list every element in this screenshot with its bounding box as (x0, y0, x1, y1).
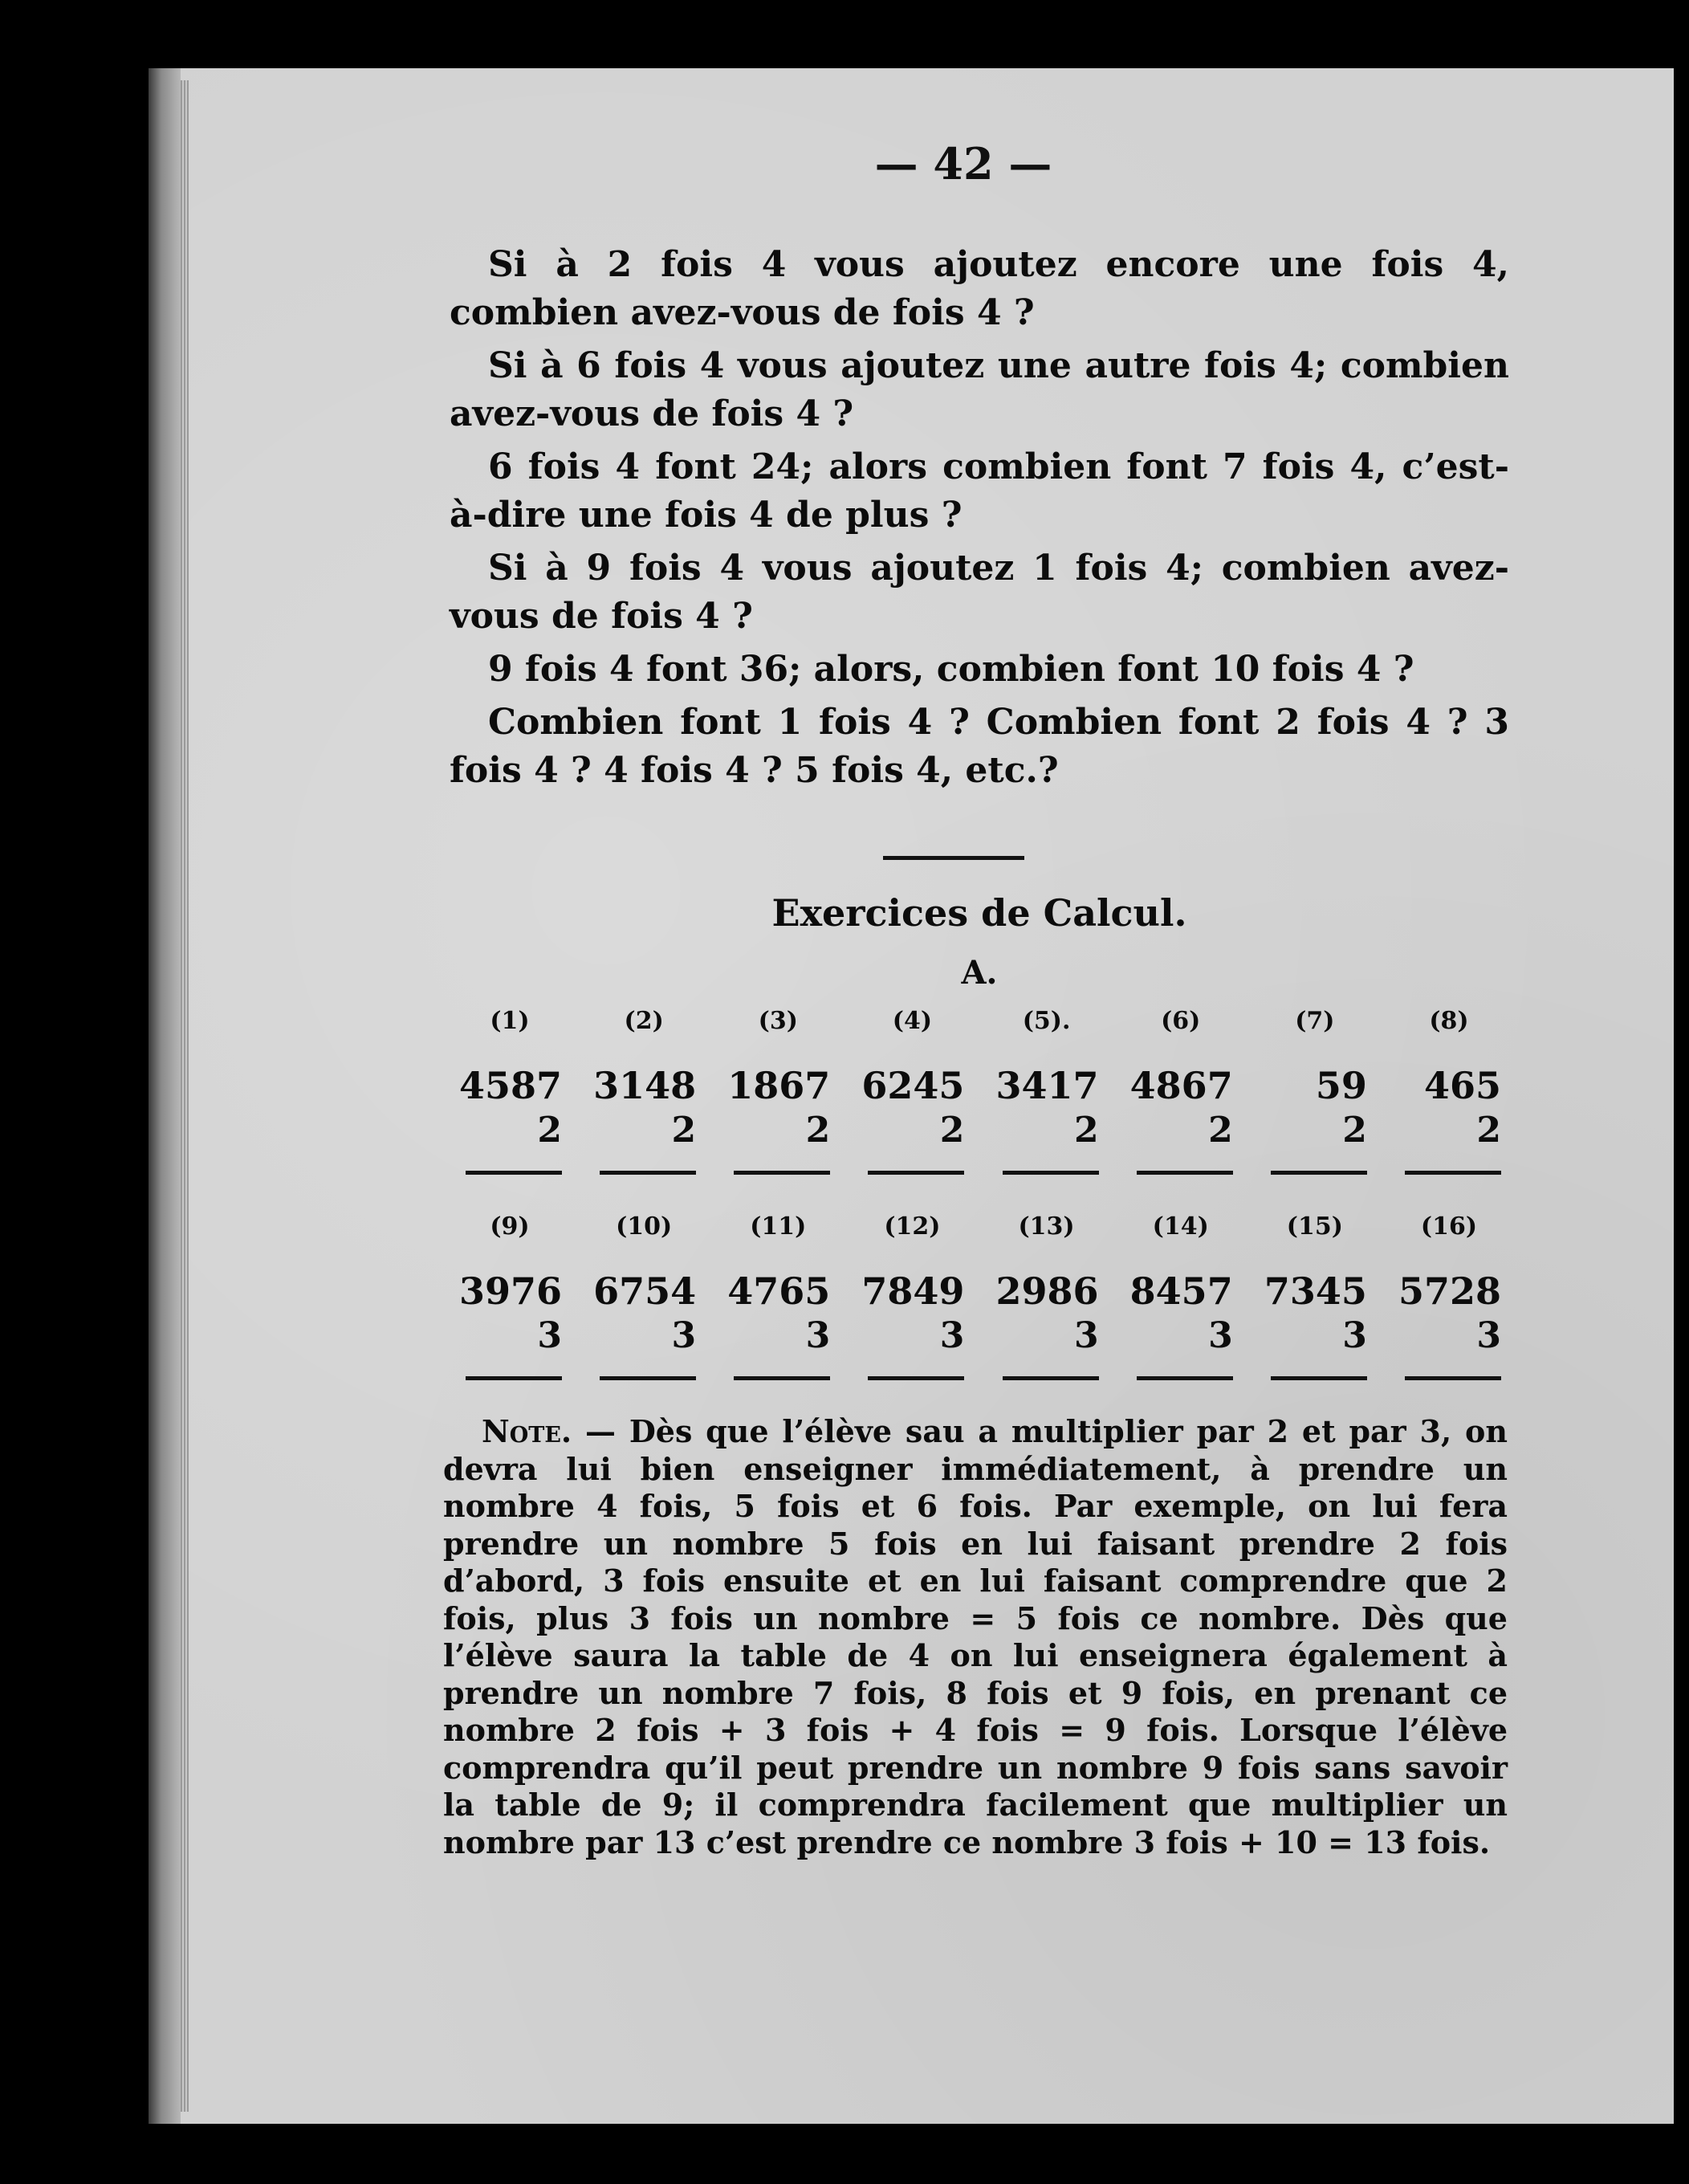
exercise-item (726, 1005, 830, 1175)
exercise-row-2 (458, 1211, 1501, 1380)
exercise-number: 2986 (995, 1269, 1099, 1313)
exercise-item (1263, 1005, 1367, 1175)
exercise-index: (3) (758, 1007, 798, 1035)
exercise-multiplier: 3 (1342, 1315, 1367, 1356)
exercise-multiplier: 3 (671, 1315, 697, 1356)
exercise-index: (7) (1295, 1007, 1335, 1035)
exercise-index: (12) (884, 1212, 941, 1241)
exercise-multiplier: 3 (1208, 1315, 1233, 1356)
exercise-item (860, 1005, 964, 1175)
exercise-item (860, 1211, 964, 1380)
exercise-number: 3976 (458, 1269, 562, 1313)
exercise-number: 3148 (593, 1064, 697, 1107)
exercise-number: 6754 (593, 1269, 697, 1313)
exercise-number: 59 (1315, 1064, 1367, 1107)
note-text: — Dès que l’élève sau a multiplier par 2 et par 3, on devra lui bien enseigner immédiatement, à prendre un nombre 4 fois, 5 fois et 6 fois. Par exemple, on lui fera prendre un nombre 5 fois en lui faisant prendre 2 fois d’abord, 3 fois ensuite et en lui faisant comprendre que 2 fois, plus 3 fois un nombre = 5 fois ce nombre. Dès que l’élève saura la table de 4 on lui enseignera également à prendre un nombre 7 fois, 8 fois et 9 fois, en prenant ce nombre 2 fois + 3 fois + 4 fois = 9 fois. Lorsque l’élève comprendra qu’il peut prendre un nombre 9 fois sans savoir la table de 9; il comprendra facilement que multiplier un nombre par 13 c’est prendre ce nombre 3 fois + 10 = 13 fois. (443, 1413, 1508, 1860)
exercise-multiplier: 2 (537, 1110, 562, 1151)
exercise-index: (11) (750, 1212, 807, 1241)
exercise-multiplier: 3 (1476, 1315, 1501, 1356)
exercise-index: (5). (1022, 1007, 1071, 1035)
exercise-result-line (1003, 1171, 1099, 1175)
exercise-item (592, 1005, 696, 1175)
exercise-row-1 (458, 1005, 1501, 1175)
exercise-index: (16) (1420, 1212, 1478, 1241)
exercise-index: (14) (1152, 1212, 1209, 1241)
exercise-number: 4867 (1129, 1064, 1233, 1107)
exercise-index: (6) (1161, 1007, 1201, 1035)
exercise-number: 1867 (727, 1064, 831, 1107)
exercise-result-line (600, 1376, 696, 1380)
question-paragraph: Si à 9 fois 4 vous ajoutez 1 fois 4; combien avez-vous de fois 4 ? (450, 548, 1509, 637)
exercise-multiplier: 2 (1208, 1110, 1233, 1151)
exercise-multiplier: 2 (1342, 1110, 1367, 1151)
exercise-index: (8) (1429, 1007, 1469, 1035)
exercise-item (995, 1211, 1099, 1380)
exercise-index: (10) (616, 1212, 673, 1241)
exercise-multiplier: 2 (939, 1110, 965, 1151)
exercise-result-line (1137, 1171, 1233, 1175)
exercise-multiplier: 2 (805, 1110, 831, 1151)
exercise-number: 8457 (1129, 1269, 1233, 1313)
exercise-result-line (868, 1171, 964, 1175)
exercise-item (1397, 1211, 1501, 1380)
exercise-number: 7345 (1264, 1269, 1367, 1313)
exercise-number: 465 (1423, 1064, 1501, 1107)
exercise-index: (15) (1286, 1212, 1343, 1241)
exercise-multiplier: 3 (939, 1315, 965, 1356)
exercise-index: (4) (892, 1007, 933, 1035)
exercise-item (726, 1211, 830, 1380)
section-divider (883, 856, 1024, 860)
exercise-item (1263, 1211, 1367, 1380)
exercise-item (458, 1005, 562, 1175)
note-label: Note. (482, 1413, 572, 1449)
exercise-number: 4765 (727, 1269, 831, 1313)
exercise-number: 6245 (861, 1064, 965, 1107)
exercise-result-line (600, 1171, 696, 1175)
page-stack-edge (181, 80, 189, 2112)
exercise-index: (2) (624, 1007, 664, 1035)
exercise-item (592, 1211, 696, 1380)
question-paragraph: Si à 6 fois 4 vous ajoutez une autre fois 4; combien avez-vous de fois 4 ? (450, 345, 1509, 434)
exercise-result-line (466, 1376, 562, 1380)
question-paragraph: 9 fois 4 font 36; alors, combien font 10 fois 4 ? (488, 649, 1414, 690)
exercise-number: 3417 (995, 1064, 1099, 1107)
exercise-item (995, 1005, 1099, 1175)
exercise-number: 5728 (1398, 1269, 1501, 1313)
exercise-multiplier: 2 (671, 1110, 697, 1151)
question-paragraphs (450, 241, 1509, 800)
exercise-index: (9) (490, 1212, 530, 1241)
exercise-item (1397, 1005, 1501, 1175)
exercise-item (1129, 1005, 1233, 1175)
exercise-result-line (1003, 1376, 1099, 1380)
page-number: — 42 — (874, 138, 1052, 189)
exercise-number: 4587 (458, 1064, 562, 1107)
exercise-result-line (1271, 1376, 1367, 1380)
exercise-multiplier: 2 (1476, 1110, 1501, 1151)
section-title: Exercices de Calcul. (771, 891, 1187, 935)
exercise-multiplier: 3 (805, 1315, 831, 1356)
exercise-result-line (466, 1171, 562, 1175)
exercise-multiplier: 3 (1073, 1315, 1099, 1356)
question-paragraph: 6 fois 4 font 24; alors combien font 7 fois 4, c’est-à-dire une fois 4 de plus ? (450, 446, 1509, 536)
exercise-index: (1) (490, 1007, 530, 1035)
exercise-multiplier: 2 (1073, 1110, 1099, 1151)
exercise-result-line (1405, 1171, 1501, 1175)
exercise-result-line (1405, 1376, 1501, 1380)
exercise-result-line (734, 1376, 830, 1380)
exercise-result-line (868, 1376, 964, 1380)
exercise-result-line (1137, 1376, 1233, 1380)
exercise-index: (13) (1018, 1212, 1075, 1241)
exercise-item (1129, 1211, 1233, 1380)
section-letter: A. (961, 954, 998, 992)
teacher-note (443, 1413, 1508, 1861)
question-paragraph: Combien font 1 fois 4 ? Combien font 2 fois 4 ? 3 fois 4 ? 4 fois 4 ? 5 fois 4, etc.? (450, 702, 1509, 791)
page-binding-edge (149, 68, 181, 2124)
exercise-result-line (1271, 1171, 1367, 1175)
exercise-item (458, 1211, 562, 1380)
exercise-number: 7849 (861, 1269, 965, 1313)
exercise-multiplier: 3 (537, 1315, 562, 1356)
question-paragraph: Si à 2 fois 4 vous ajoutez encore une fois 4, combien avez-vous de fois 4 ? (450, 244, 1509, 333)
exercise-result-line (734, 1171, 830, 1175)
